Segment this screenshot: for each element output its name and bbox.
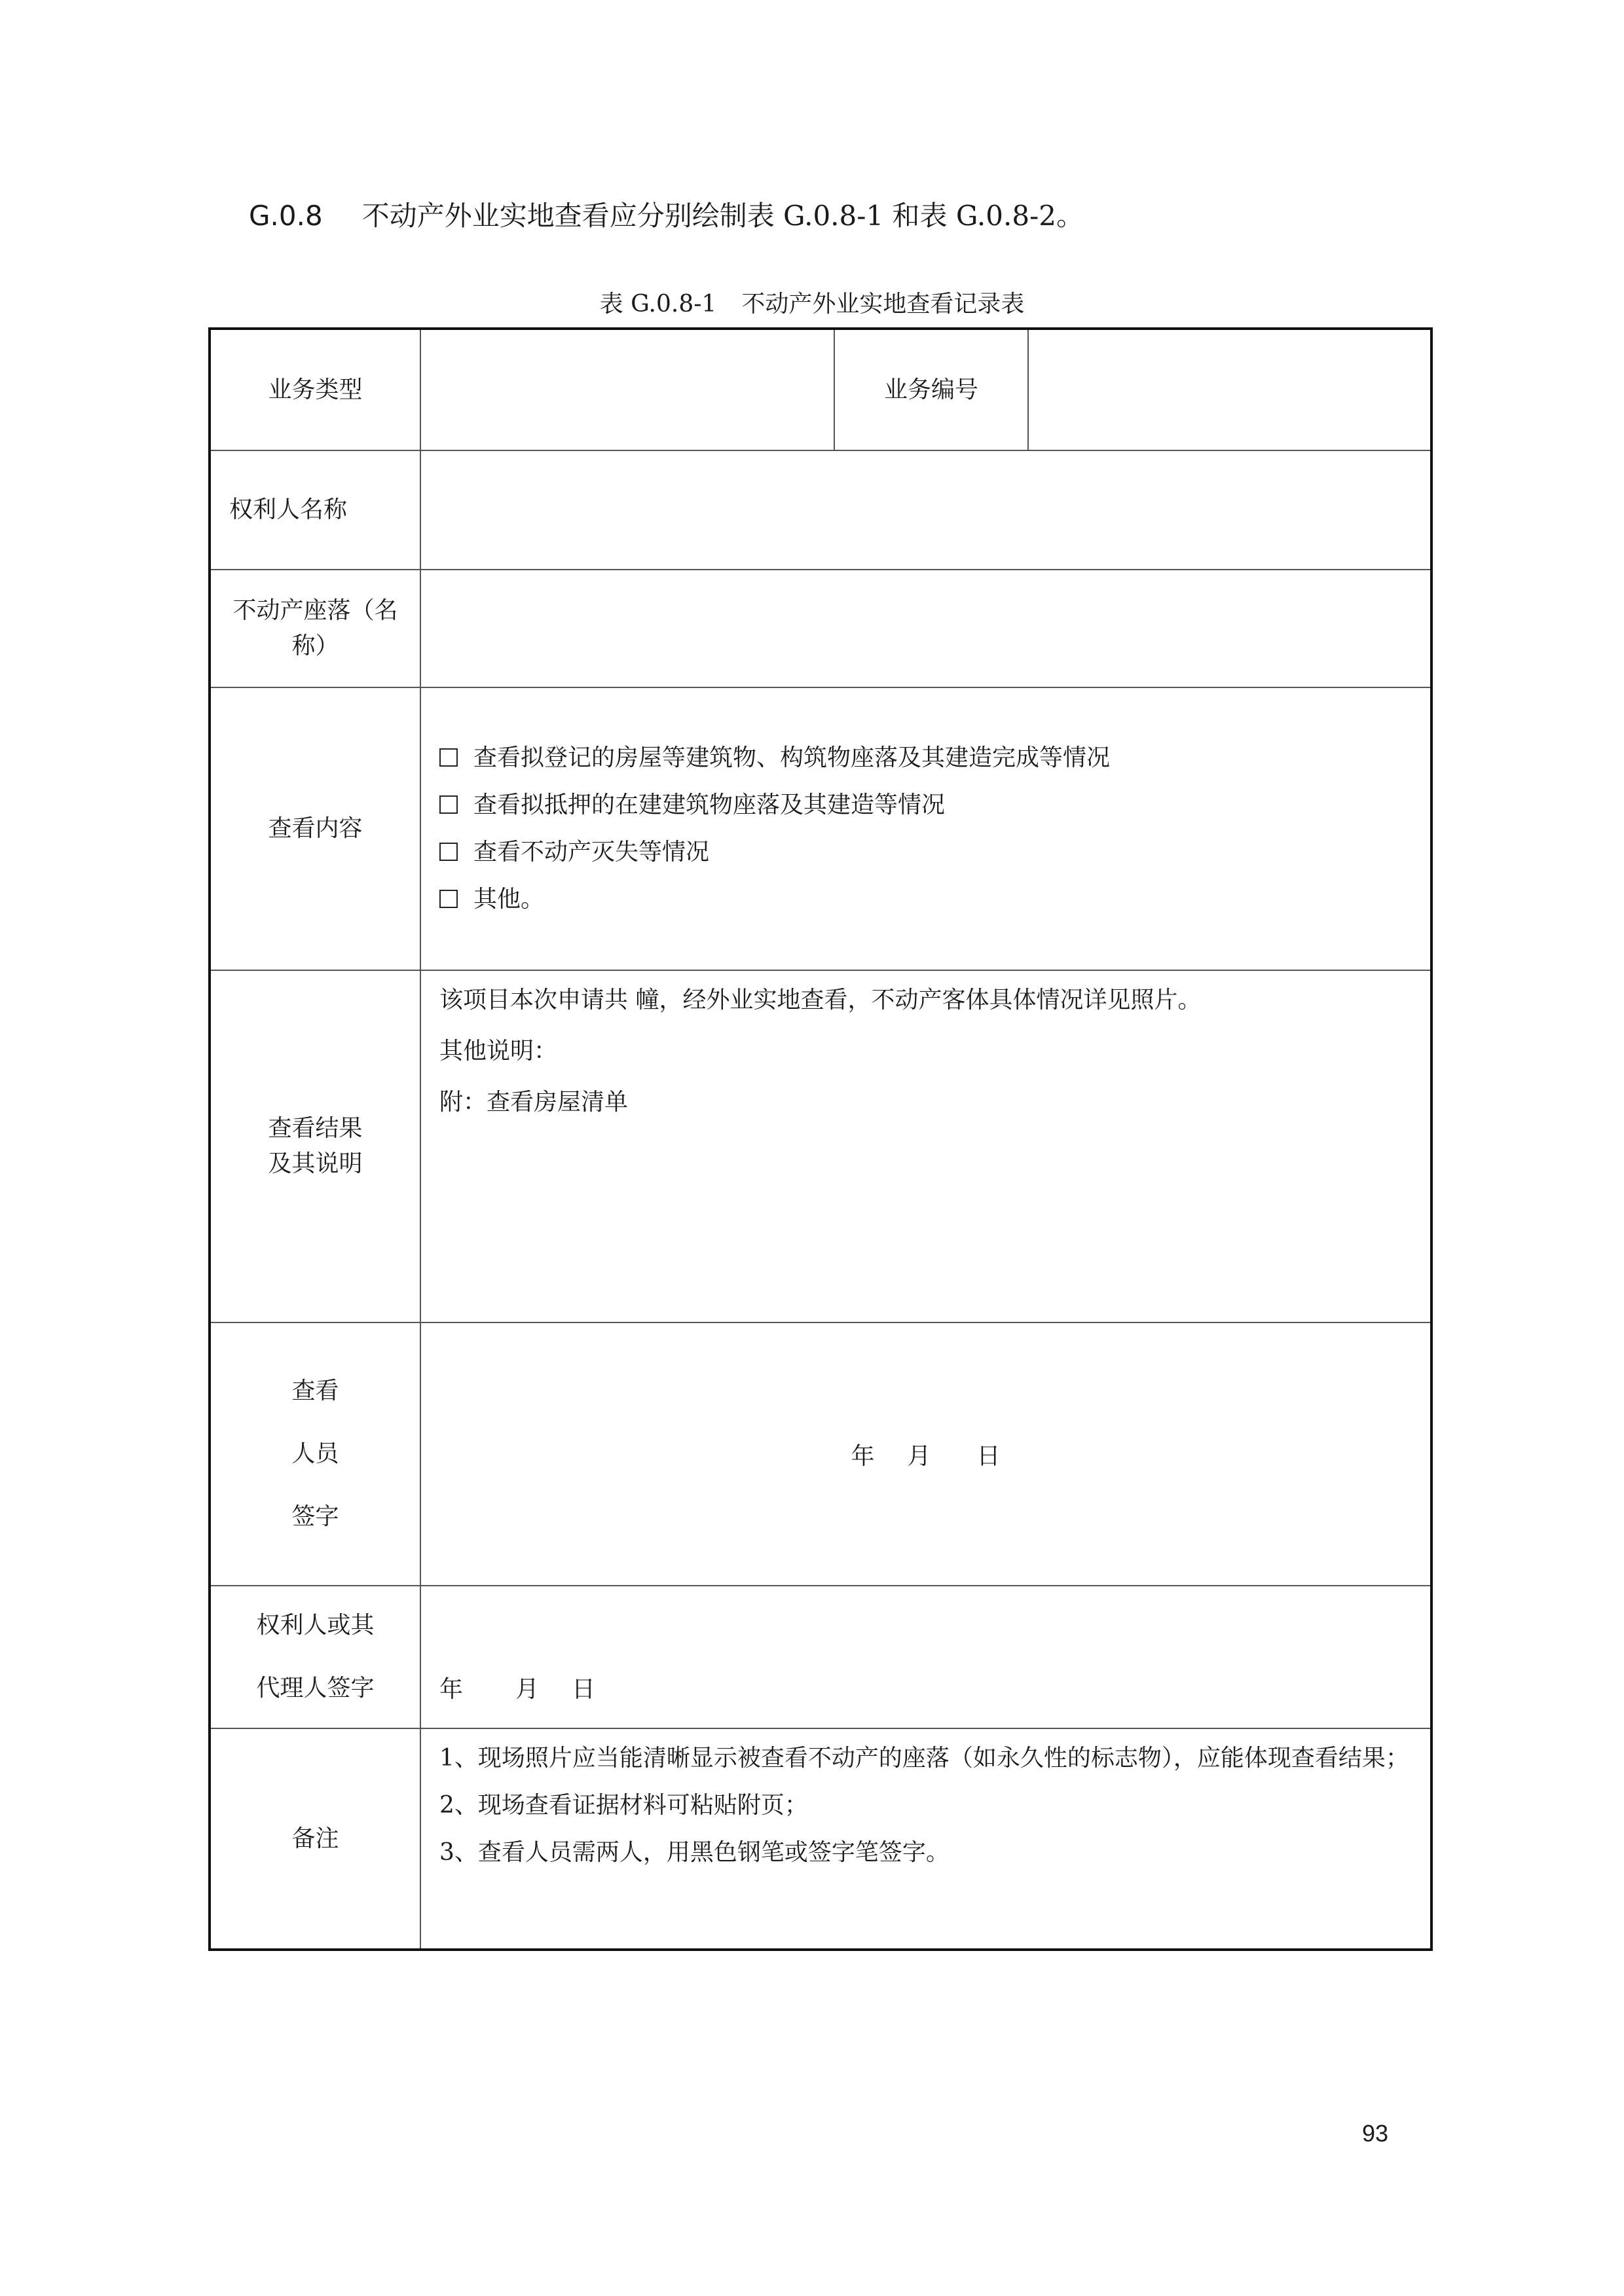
inspection-record-table [208,327,1433,1951]
result-field[interactable] [420,970,1431,1322]
page-number: 93 [1362,2120,1389,2147]
owner-name-label: 权利人名称 [210,450,420,570]
table-caption [0,288,1624,321]
result-label-text: 查看结果及其说明 [268,1115,363,1177]
option-label: 查看不动产灭失等情况 [473,839,710,866]
option-label: 查看拟抵押的在建建筑物座落及其建造等情况 [473,792,946,818]
date-month: 月 [515,1676,540,1703]
option-other[interactable] [439,883,1412,916]
result-line: 附：查看房屋清单 [439,1089,629,1116]
option-building[interactable] [439,742,1412,774]
table-caption-id: 表 G.0.8-1 [599,291,717,318]
remarks-label: 备注 [210,1728,420,1950]
inspector-sign-label [210,1322,420,1586]
remark-item: 1、现场照片应当能清晰显示被查看不动产的座落（如永久性的标志物），应能体现查看结果； [439,1745,1409,1772]
business-no-field[interactable] [1028,329,1431,450]
checkbox-icon[interactable] [439,748,458,767]
option-label: 其他。 [473,886,545,913]
location-field[interactable] [420,570,1431,687]
option-destroyed[interactable] [439,836,1412,869]
checkbox-icon[interactable] [439,795,458,814]
owner-name-field[interactable] [420,450,1431,570]
inspector-sign-field[interactable] [420,1322,1431,1586]
inspect-content-options [420,687,1431,970]
result-label [210,970,420,1322]
section-number: G.0.8 [249,200,323,232]
inspector-label-line: 人员 [291,1440,339,1467]
checkbox-icon[interactable] [439,843,458,861]
remark-item: 2、现场查看证据材料可粘贴附页； [439,1792,808,1819]
date-day: 日 [976,1442,1001,1470]
section-heading [249,196,1084,236]
date-year: 年 [439,1676,464,1703]
date-year: 年 [851,1442,875,1470]
option-label: 查看拟登记的房屋等建筑物、构筑物座落及其建造完成等情况 [473,744,1111,771]
business-no-label: 业务编号 [834,329,1028,450]
owner-sign-label-line: 权利人或其 [256,1612,375,1639]
option-mortgage[interactable] [439,789,1412,822]
checkbox-icon[interactable] [439,890,458,908]
inspector-label-line: 签字 [291,1503,339,1530]
remarks-field [420,1728,1431,1950]
business-type-label: 业务类型 [210,329,420,450]
result-line: 其他说明： [439,1038,558,1065]
date-day: 日 [572,1676,596,1703]
location-label: 不动产座落（名称） [210,570,420,687]
owner-sign-field[interactable] [420,1586,1431,1728]
result-line: 该项目本次申请共 幢，经外业实地查看，不动产客体具体情况详见照片。 [439,987,1202,1013]
business-type-field[interactable] [420,329,834,450]
table-caption-title: 不动产外业实地查看记录表 [741,291,1025,318]
owner-sign-label-line: 代理人签字 [256,1675,375,1702]
owner-sign-label [210,1586,420,1728]
remark-item: 3、查看人员需两人，用黑色钢笔或签字笔签字。 [439,1839,950,1866]
date-month: 月 [907,1442,931,1470]
section-text: 不动产外业实地查看应分别绘制表 G.0.8-1 和表 G.0.8-2。 [361,200,1084,232]
inspect-content-label: 查看内容 [210,687,420,970]
inspector-label-line: 查看 [291,1377,339,1404]
